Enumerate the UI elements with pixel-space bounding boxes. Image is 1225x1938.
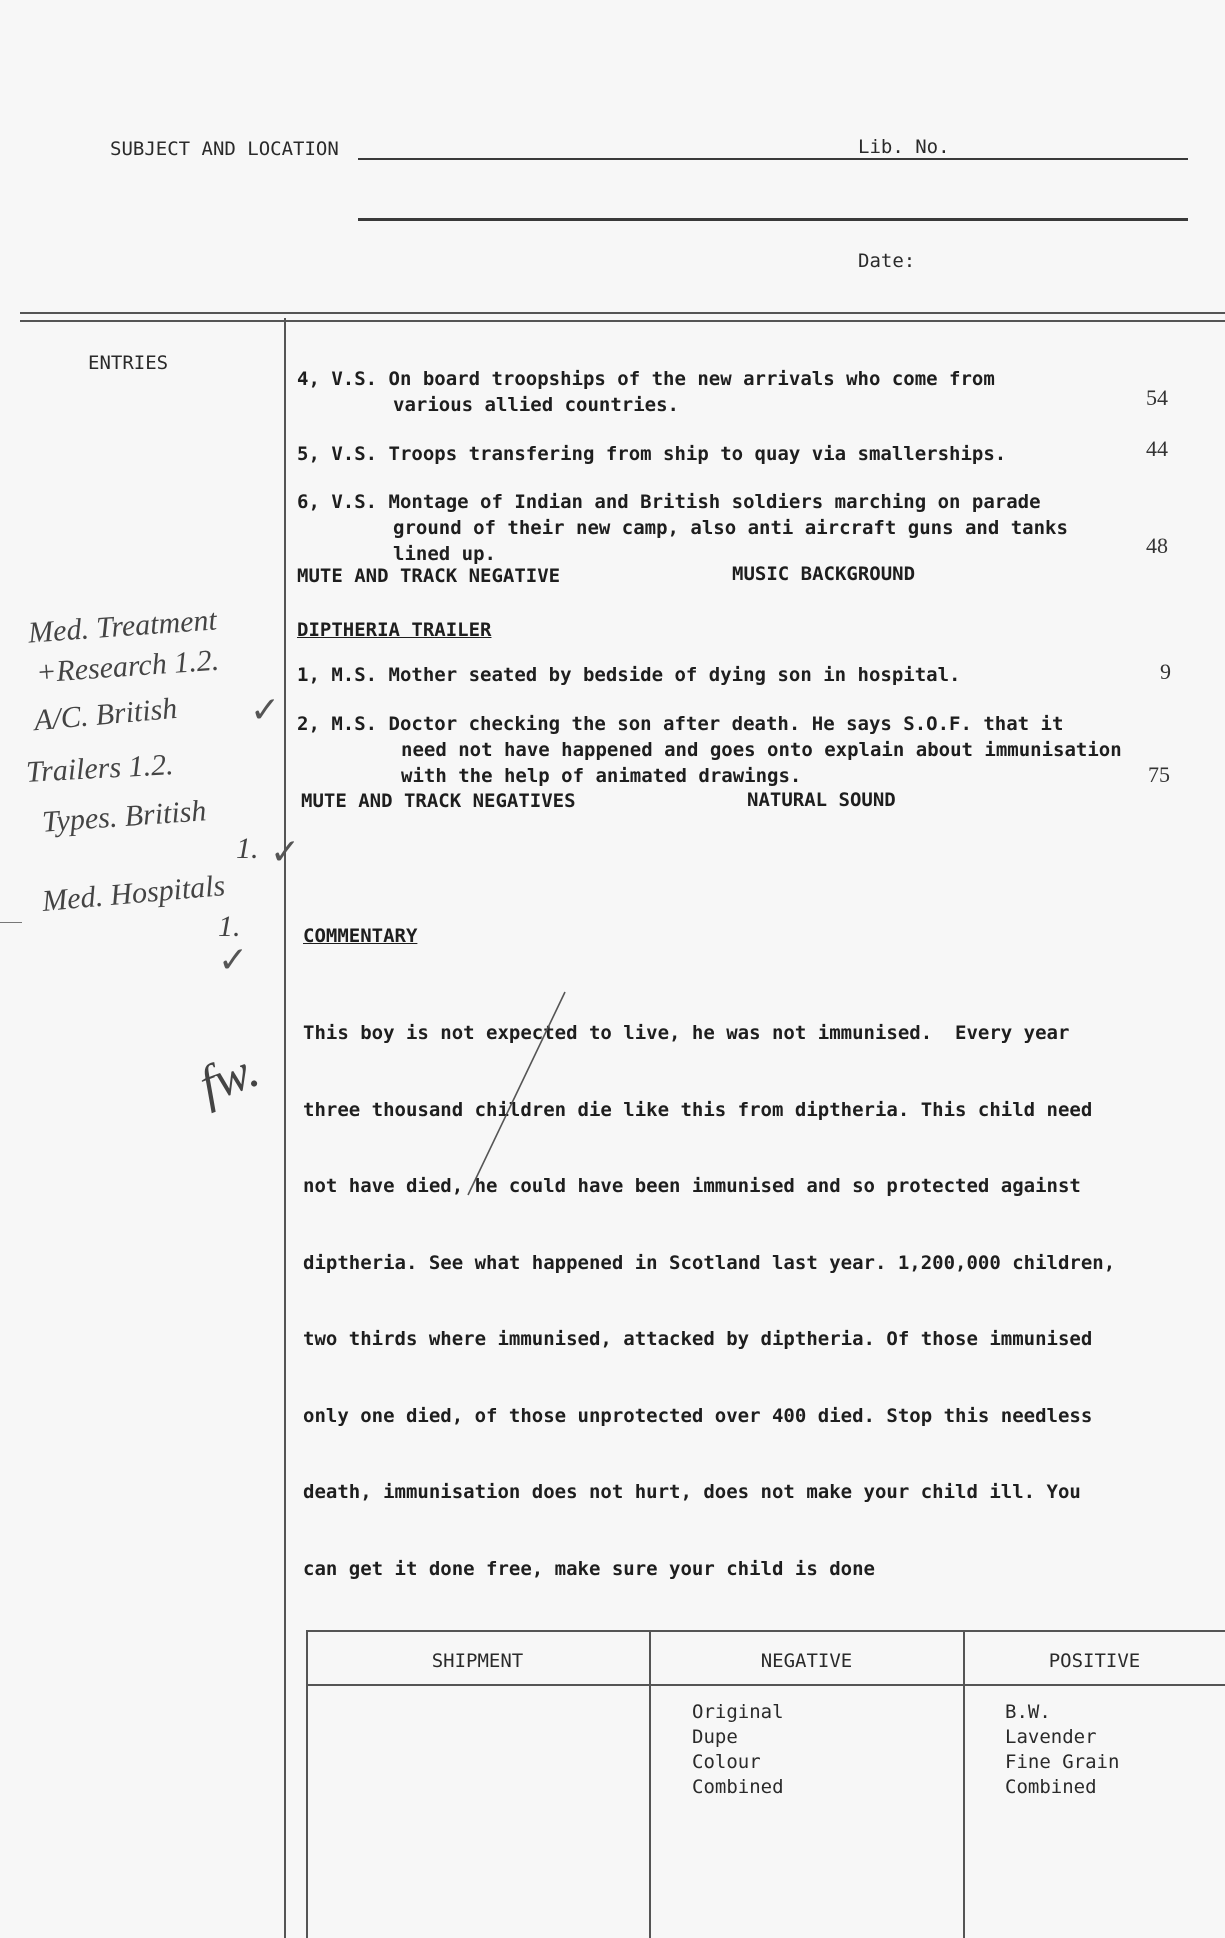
entry-d2 [297,711,1177,789]
entry-5 [297,441,1177,467]
commentary-line-2: three thousand children die like this from diptheria. This child need [303,1098,1093,1121]
negative-item-original: Original [692,1701,784,1723]
entry-4-footage: 54 [1146,385,1168,410]
negative-item-colour: Colour [692,1751,761,1773]
commentary-line-4: diptheria. See what happened in Scotland last year. 1,200,000 children, [303,1251,1116,1274]
positive-item-bw: B.W. [1005,1701,1051,1723]
table-divider-1 [649,1630,651,1938]
table-header-rule [306,1684,1225,1686]
subject-label: SUBJECT AND LOCATION [110,138,339,160]
commentary-text [303,970,1203,1608]
handwritten-note-1: Med. Treatment [27,603,218,650]
positive-item-lavender: Lavender [1005,1726,1097,1748]
entry-6 [297,489,1177,567]
entry-4 [297,366,1177,418]
entries-label: ENTRIES [88,352,169,374]
entry-d2-line-1: 2, M.S. Doctor checking the son after death. He says S.O.F. that it [297,713,1064,735]
date-label: Date: [858,250,916,272]
lib-no-label: Lib. No. [858,136,950,158]
subject-underline [358,158,1188,160]
handwritten-initials: fw. [192,1040,267,1115]
entry-5-line-1: 5, V.S. Troops transfering from ship to quay via smallerships. [297,443,1007,465]
column-divider [284,318,286,1938]
entry-d1 [297,662,1177,688]
entry-4-line-2: various allied countries. [393,394,679,416]
commentary-line-1: This boy is not expected to live, he was not immunised. Every year [303,1022,1070,1044]
positive-header: POSITIVE [1048,1650,1141,1672]
entry-d2-line-3: with the help of animated drawings. [401,765,802,787]
entry-6-footage: 48 [1146,533,1168,558]
handwritten-note-7: Med. Hospitals [40,869,227,918]
handwritten-note-8: 1. [218,910,241,943]
diptheria-trailer-title: DIPTHERIA TRAILER [297,619,492,641]
margin-mark [0,922,22,923]
entry-4-line-1: 4, V.S. On board troopships of the new arrivals who come from [297,368,995,390]
negative-list [692,1700,784,1800]
section1-negative-note: MUTE AND TRACK NEGATIVE [297,565,561,587]
negative-item-combined: Combined [692,1776,784,1798]
positive-item-combined: Combined [1005,1776,1097,1798]
table-top-rule [306,1630,1225,1632]
shipment-header: SHIPMENT [431,1650,524,1672]
positive-list [1005,1700,1119,1800]
commentary-line-7: death, immunisation does not hurt, does not make your child ill. You [303,1481,1081,1503]
entry-d1-footage: 9 [1160,659,1171,684]
header-rule-bottom [20,320,1225,322]
entry-d2-line-2: need not have happened and goes onto explain about immunisation [401,739,1122,761]
handwritten-note-2: +Research 1.2. [35,643,221,690]
commentary-title: COMMENTARY [303,925,418,947]
handwritten-note-4: Trailers 1.2. [25,748,175,789]
checkmark-icon: ✓ [218,940,249,981]
subject-second-line [358,218,1188,221]
negative-item-dupe: Dupe [692,1726,738,1748]
checkmark-icon: ✓ [270,832,301,873]
negative-header: NEGATIVE [760,1650,853,1672]
checkmark-icon: ✓ [250,690,281,731]
commentary-line-6: only one died, of those unprotected over 400 died. Stop this needless [303,1404,1093,1427]
entry-6-line-3: lined up. [393,543,496,565]
pencil-strike-mark [460,990,570,1200]
table-divider-2 [963,1630,965,1938]
entry-d2-footage: 75 [1148,762,1170,787]
section2-negative-note: MUTE AND TRACK NEGATIVES [301,790,576,812]
entry-6-line-1: 6, V.S. Montage of Indian and British soldiers marching on parade [297,491,1041,513]
entry-5-footage: 44 [1146,436,1168,461]
handwritten-note-3: A/C. British [32,691,179,738]
positive-item-fine-grain: Fine Grain [1005,1751,1120,1773]
handwritten-note-6: 1. [236,832,259,865]
table-left-border [306,1630,308,1938]
commentary-line-8: can get it done free, make sure your child is done [303,1557,875,1580]
section2-sound-note: NATURAL SOUND [747,789,896,811]
entry-d1-line-1: 1, M.S. Mother seated by bedside of dying son in hospital. [297,664,961,686]
commentary-line-3: not have died, he could have been immunised and so protected against [303,1175,1081,1197]
header-rule-top [20,312,1225,314]
handwritten-note-5: Types. British [41,794,208,839]
commentary-line-5: two thirds where immunised, attacked by diptheria. Of those immunised [303,1328,1093,1350]
section1-sound-note: MUSIC BACKGROUND [732,563,916,585]
entry-6-line-2: ground of their new camp, also anti aircraft guns and tanks [393,517,1068,539]
